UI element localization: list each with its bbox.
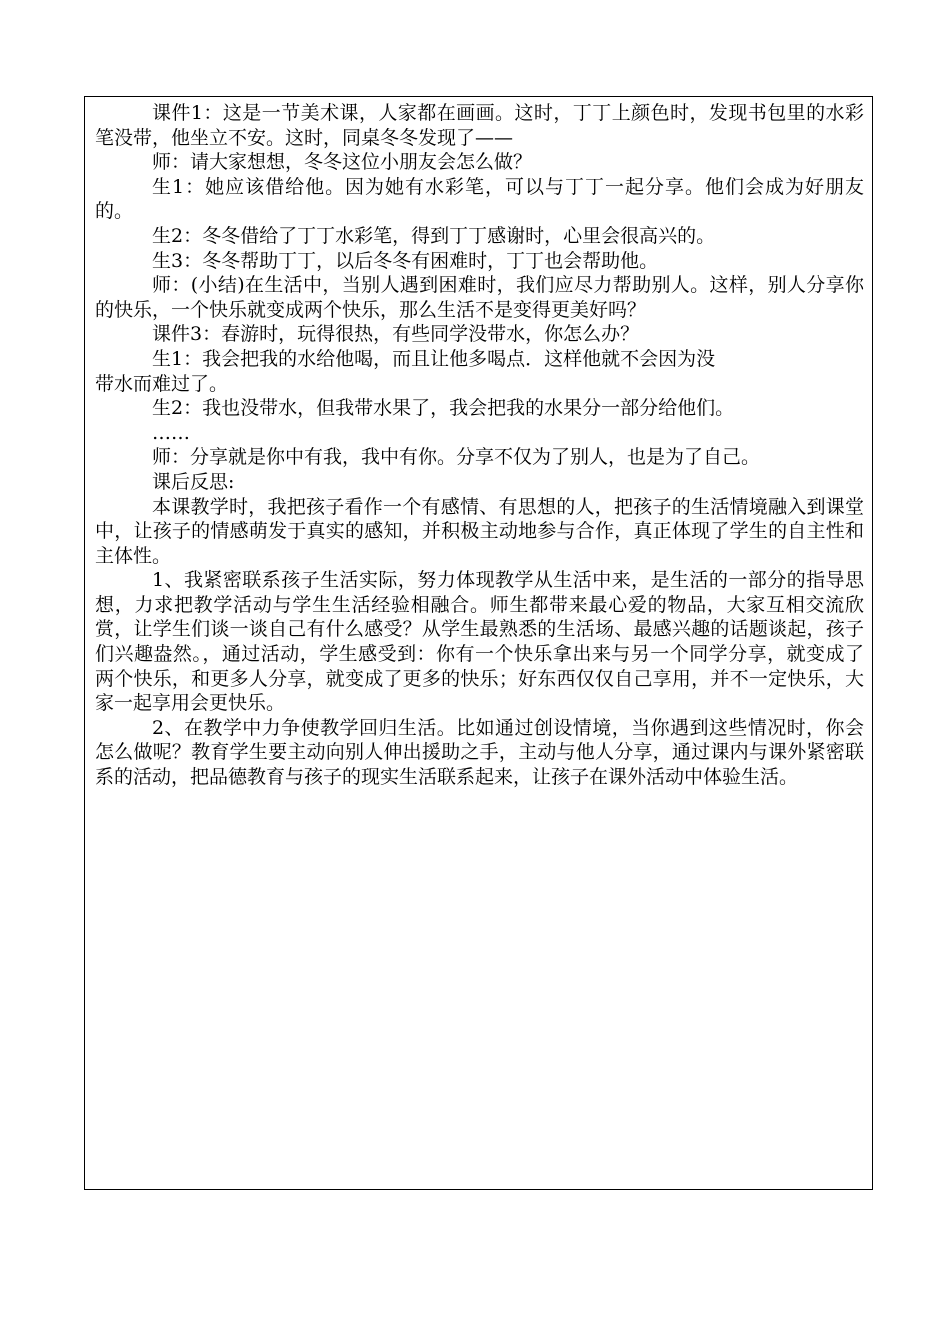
paragraph-student-1: 生1：她应该借给他。因为她有水彩笔，可以与丁丁一起分享。他们会成为好朋友的。	[95, 175, 864, 223]
paragraph-courseware-3: 课件3：春游时，玩得很热，有些同学没带水，你怎么办？	[152, 323, 640, 346]
paragraph-student-2: 生2：冬冬借给了丁丁水彩笔，得到丁丁感谢时，心里会很高兴的。	[152, 224, 716, 247]
paragraph-student-3: 生3：冬冬帮助丁丁，以后冬冬有困难时，丁丁也会帮助他。	[152, 249, 659, 272]
paragraph-reflection-point-1: 1、我紧密联系孩子生活实际，努力体现教学从生活中来，是生活的一部分的指导思想，力求把教学活动与学生生活经验相融合。师生都带来最心爱的物品，大家互相交流欣赏，让学生们谈一谈自己有什么感受？从学生最熟悉的生活场、最感兴趣的话题谈起，孩子们兴趣盎然。，通过活动，学生感受到：你有一个快乐拿出来与另一个同学分享，就变成了两个快乐，和更多人分享，就变成了更多的快乐；好东西仅仅自己享用，并不一定快乐，大家一起享用会更快乐。	[95, 569, 864, 715]
paragraph-courseware-1: 课件1：这是一节美术课，人家都在画画。这时，丁丁上颜色时，发现书包里的水彩笔没带，他坐立不安。这时，同桌冬冬发现了——	[95, 102, 864, 149]
document-frame	[84, 96, 873, 1190]
section-heading-reflection: 课后反思:	[152, 470, 235, 493]
document-body	[95, 101, 864, 790]
paragraph-ellipsis: ……	[152, 421, 190, 444]
paragraph-student-2-fruit: 生2：我也没带水，但我带水果了，我会把我的水果分一部分给他们。	[152, 397, 735, 420]
paragraph-teacher-sharing: 师：分享就是你中有我，我中有你。分享不仅为了别人，也是为了自己。	[152, 446, 761, 469]
paragraph-student-1-water-cont: 带水而难过了。	[95, 372, 229, 395]
paragraph-teacher-summary: 师：(小结)在生活中，当别人遇到困难时，我们应尽力帮助别人。这样，别人分享你的快乐，一个快乐就变成两个快乐，那么生活不是变得更美好吗？	[95, 274, 864, 321]
paragraph-student-1-water: 生1：我会把我的水给他喝，而且让他多喝点．这样他就不会因为没	[152, 347, 716, 370]
paragraph-teacher-question: 师：请大家想想，冬冬这位小朋友会怎么做？	[152, 151, 533, 174]
paragraph-reflection-point-2: 2、在教学中力争使教学回归生活。比如通过创设情境，当你遇到这些情况时，你会怎么做呢？教育学生要主动向别人伸出援助之手，主动与他人分享，通过课内与课外紧密联系的活动，把品德教育与孩子的现实生活联系起来，让孩子在课外活动中体验生活。	[95, 716, 864, 789]
paragraph-reflection-intro: 本课教学时，我把孩子看作一个有感情、有思想的人，把孩子的生活情境融入到课堂中，让孩子的情感萌发于真实的感知，并积极主动地参与合作，真正体现了学生的自主性和主体性。	[95, 495, 864, 567]
